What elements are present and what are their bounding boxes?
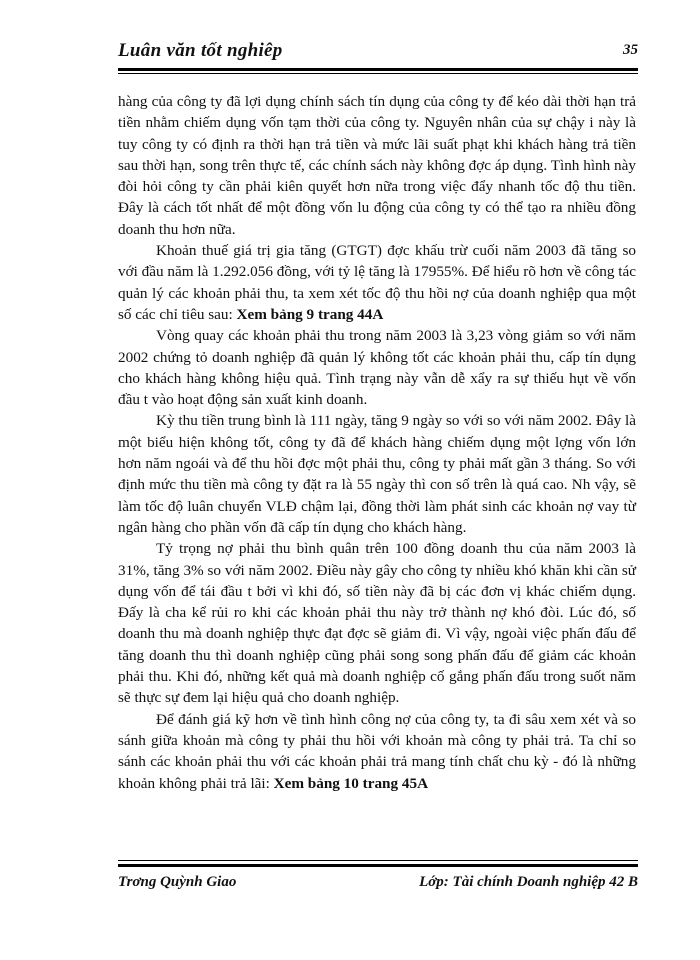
paragraph-text: Tỷ trọng nợ phải thu bình quân trên 100 đồng doanh thu của năm 2003 là 31%, tăng 3% so với năm 2002. Điều này gây cho công ty nhiều khó khăn khi cần sử dụng vốn để tái đầu t bởi vì khi đó, số tiền này đã bị các đơn vị khác chiếm dụng. Đấy là cha kể rủi ro khi các khoản phải thu này trở thành nợ khó đòi. Lúc đó, số doanh thu mà doanh nghiệp thực đạt đợc sẽ giảm đi. Vì vậy, ngoài việc phấn đấu để tăng doanh thu thì doanh nghiệp cũng phải song song phấn đấu để giảm các khoản phải thu. Khi đó, những kết quả mà doanh nghiệp cố gắng phấn đấu trong suốt năm sẽ thực sự đem lại hiệu quả cho doanh nghiệp. [118,540,636,707]
body-text [118,91,636,794]
paragraph [118,91,636,240]
paragraph [118,240,636,325]
paragraph [118,538,636,708]
paragraph [118,410,636,538]
table-reference: Xem bảng 9 trang 44A [236,305,384,323]
paragraph-text: Vòng quay các khoản phải thu trong năm 2003 là 3,23 vòng giảm so với năm 2002 chứng tỏ doanh nghiệp đã quản lý không tốt các khoản phải thu, cấp tín dụng cho khách hàng không hiệu quả. Tình trạng này vẫn dễ xẩy ra sự thiếu hụt về vốn đầu t vào hoạt động sản xuất kinh doanh. [118,327,636,409]
paragraph-text: hàng của công ty đã lợi dụng chính sách tín dụng của công ty để kéo dài thời hạn trả tiền nhằm chiếm dụng vốn tạm thời của công ty. Nguyên nhân của sự chậy i này là tuy công ty có định ra thời hạn trả tiền và mức lãi suất phạt khi khách hàng trả tiền sau thời hạn, song trên thực tế, các chính sách này không đợc áp dụng. Tình hình này đòi hỏi công ty cần phải kiên quyết hơn nữa trong việc đẩy nhanh tốc độ thu tiền. Đây là cách tốt nhất để một đồng vốn lu động của công ty có thể tạo ra nhiều đồng doanh thu hơn nữa. [118,93,636,238]
author-name: Trơng Quỳnh Giao [118,874,237,890]
paragraph [118,709,636,794]
paragraph-text: Kỳ thu tiền trung bình là 111 ngày, tăng 9 ngày so với so với năm 2002. Đây là một biểu hiện không tốt, công ty đã để khách hàng chiếm dụng một lợng vốn lớn hơn năm ngoái và để thu hồi đợc một phải thu, công ty phải mất gần 3 tháng. So với định mức thu tiền mà công ty đặt ra là 55 ngày thì con số trên là quá cao. Nh vậy, sẽ làm tốc độ luân chuyển VLĐ chậm lại, đồng thời làm phát sinh các khoản nợ vay từ ngân hàng cho phần vốn đã cấp tín dụng cho khách hàng. [118,412,636,536]
page-header [118,38,638,66]
paragraph-text: Để đánh giá kỹ hơn về tình hình công nợ của công ty, ta đi sâu xem xét và so sánh giữa khoản mà công ty phải thu hồi với khoản mà công ty phải trả. Ta chỉ so sánh các khoản phải thu với các khoản phải trả mang tính chất chu kỳ - đó là những khoản không phải trả lãi: [118,710,636,792]
footer-rule [118,864,638,867]
header-rule [118,68,638,71]
class-name: Lớp: Tài chính Doanh nghiệp 42 B [419,874,638,890]
table-reference: Xem bảng 10 trang 45A [273,774,429,792]
paragraph [118,325,636,410]
page-number: 35 [623,42,638,58]
document-title: Luân văn tốt nghiêp [118,40,283,61]
page-footer [118,872,638,896]
header-rule-thin [118,73,638,74]
footer-rule-thin [118,860,638,861]
paragraph-text: Khoản thuế giá trị gia tăng (GTGT) đợc khấu trừ cuối năm 2003 đã tăng so với đầu năm là 1.292.056 đồng, với tỷ lệ tăng là 17955%. Để hiểu rõ hơn về công tác quản lý các khoản phải thu, ta xem xét tốc độ thu hồi nợ của doanh nghiệp qua một số các chỉ tiêu sau: [118,242,636,323]
